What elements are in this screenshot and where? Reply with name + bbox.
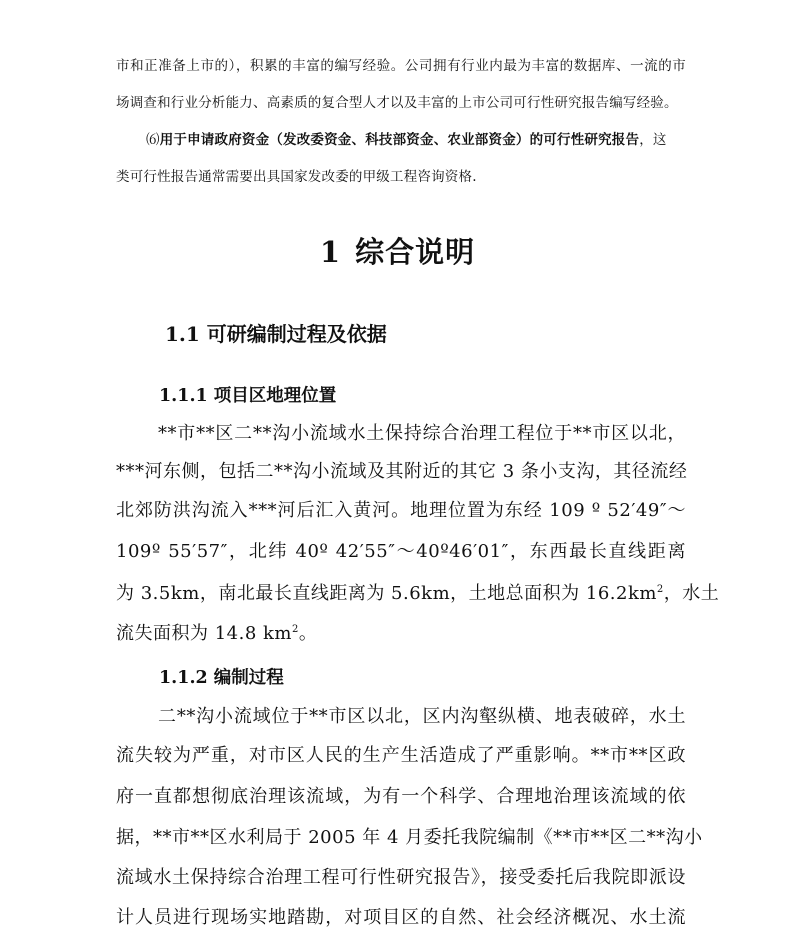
para-2-line-2: 流失较为严重，对市区人民的生产生活造成了严重影响。**市**区政 [116,745,686,766]
intro-item-6 [146,132,686,149]
chapter-title: 综合说明 [355,235,476,269]
para-2-line-4: 据，**市**区水利局于 2005 年 4 月委托我院编制《**市**区二**沟小 [116,827,703,848]
para-1-line-6-text: 流失面积为 14.8 km [116,623,292,644]
para-1-line-5-text: 为 3.5km，南北最长直线距离为 5.6km，土地总面积为 16.2km [116,583,657,604]
para-1-line-5-end: ，水土 [663,583,720,604]
para-1-line-3: 北郊防洪沟流入***河后汇入黄河。地理位置为东经 109 º 52′49″～ [116,500,686,521]
chapter-heading [0,230,795,271]
para-1-line-6 [116,622,686,646]
para-2-line-3: 府一直都想彻底治理该流域，为有一个科学、合理地治理该流域的依 [116,786,686,807]
section-heading-1-1: 1.1 可研编制过程及依据 [165,322,387,346]
para-1-line-5 [116,582,720,606]
superscript-2: 2 [656,584,664,595]
para-1-line-2: ***河东侧，包括二**沟小流域及其附近的其它 3 条小支沟，其径流经 [116,461,688,482]
para-1-line-6-end: 。 [298,623,318,644]
intro-line-4: 类可行性报告通常需要出具国家发改委的甲级工程咨询资格. [116,169,477,185]
para-2-line-6: 计人员进行现场实地踏勘，对项目区的自然、社会经济概况、水土流 [116,907,686,928]
section-heading-1-1-2: 1.1.2 编制过程 [159,668,284,688]
intro-line-2: 场调查和行业分析能力、高素质的复合型人才以及丰富的上市公司可行性研究报告编写经验。 [116,95,678,111]
item-6-bold-text: 用于申请政府资金（发改委资金、科技部资金、农业部资金）的可行性研究报告 [159,132,640,148]
para-1-line-1: **市**区二**沟小流域水土保持综合治理工程位于**市区以北， [158,423,686,444]
item-6-marker: ⑹ [146,132,160,148]
section-heading-1-1-1: 1.1.1 项目区地理位置 [159,386,337,406]
para-2-line-1: 二**沟小流域位于**市区以北，区内沟壑纵横、地表破碎，水土 [158,706,686,727]
superscript-2: 2 [292,624,299,635]
para-2-line-5: 流域水土保持综合治理工程可行性研究报告》，接受委托后我院即派设 [116,867,686,888]
intro-line-1: 市和正准备上市的），积累的丰富的编写经验。公司拥有行业内最为丰富的数据库、一流的市 [116,58,686,74]
item-6-suffix: ，这 [639,132,667,148]
para-1-line-4: 109º 55′57″，北纬 40º 42′55″～40º46′01″，东西最长直线距离 [116,541,686,562]
chapter-number: 1 [319,235,342,269]
